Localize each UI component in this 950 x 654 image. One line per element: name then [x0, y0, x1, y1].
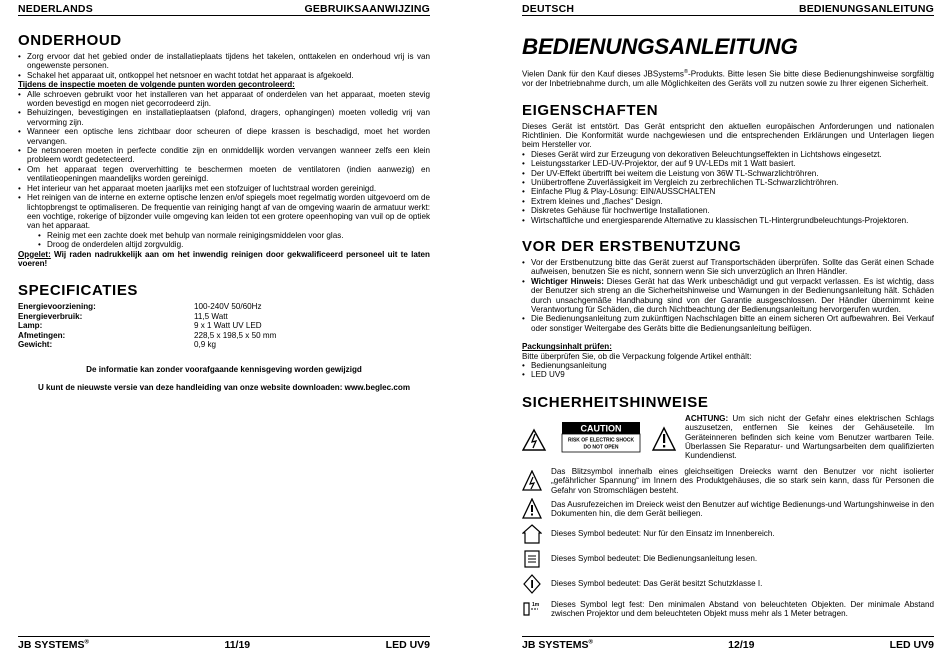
table-row — [18, 321, 276, 330]
spec-label: Energievoorziening: — [18, 302, 96, 312]
list-item: • Leistungsstarker LED-UV-Projektor, der auf 9 UV-LEDs mit 1 Watt basiert. — [522, 159, 934, 168]
section-title-erstbenutzung: VOR DER ERSTBENUTZUNG — [522, 237, 742, 255]
read-manual-book-icon — [522, 548, 542, 570]
packungsinhalt-list — [522, 361, 934, 380]
footer-brand — [522, 639, 593, 651]
spec-label: Gewicht: — [18, 339, 53, 349]
table-row — [18, 340, 276, 349]
wichtig-label: Wichtiger Hinweis: — [531, 276, 604, 286]
caution-block — [522, 414, 934, 464]
achtung-paragraph — [685, 414, 934, 461]
spec-label: Afmetingen: — [18, 330, 66, 340]
section-title-specificaties: SPECIFICATIES — [18, 282, 139, 300]
header-language: DEUTSCH — [522, 3, 575, 15]
list-item: • Droog de onderdelen altijd zorgvuldig. — [38, 240, 430, 249]
spec-value: 228,5 x 198,5 x 50 mm — [194, 330, 277, 340]
list-item: • Wirtschaftliche und energiesparende Alternative zu klassischen TL-Hintergrundbeleuchtungs-Projektoren. — [522, 216, 934, 225]
list-item: • Zorg ervoor dat het gebied onder de installatieplaats tijdens het takelen, onttakelen en onderhoud vrij is van ongewenste personen. — [18, 52, 430, 71]
list-item: • Bedienungsanleitung — [522, 361, 934, 370]
registered-mark: ® — [588, 639, 593, 646]
distance-mark: 1m — [532, 602, 540, 609]
symbol-description: Dieses Symbol bedeutet: Nur für den Einsatz im Innenbereich. — [551, 529, 775, 539]
minimum-distance-icon — [522, 598, 542, 620]
header-doc-type: BEDIENUNGSANLEITUNG — [798, 3, 934, 15]
page-footer — [18, 636, 430, 651]
opgelet-label: Opgelet: — [18, 249, 51, 259]
symbol-row — [522, 498, 934, 520]
footer-page-number: 11/19 — [224, 639, 251, 651]
list-item: • Schakel het apparaat uit, ontkoppel het netsnoer en wacht totdat het apparaat is afgekoeld. — [18, 71, 430, 80]
wichtig-text: Dieses Gerät hat das Werk unbeschädigt und gut verpackt verlassen. Es ist wichtig, dass der Benutzer sich streng an die Sicherheitshinweise und Warnungen in der Bedienungsanleitung hält. Schäden durch unsachgemäße Handhabung sind von der Garantie ausgeschlossen. Der Händler übernimmt keine Verantwortung für Schäden, die durch Nichtbeachtung der Bedienungsanleitung hervorgerufen wurden. — [531, 276, 934, 314]
symbol-description: Das Blitzsymbol innerhalb eines gleichseitigen Dreiecks warnt den Benutzer vor nicht isolierter „gefährlicher Spannung“ im Innern des Produktgehäuses, die so stark sein kann, dass für Personen die Gefahr von Stromschlägen besteht. — [551, 466, 934, 495]
section-title-sicherheitshinweise: SICHERHEITSHINWEISE — [522, 393, 709, 411]
inspectie-heading: Tijdens de inspectie moeten de volgende punten worden gecontroleerd: — [18, 80, 295, 90]
exclamation-triangle-icon — [522, 498, 542, 520]
symbol-description: Dieses Symbol legt fest: Den minimalen Abstand von beleuchteten Objekten. Der minimale Abstand zwischen Projektor und dem beleuchteten Objekt muss mehr als 1 Meter betragen. — [551, 599, 934, 619]
symbol-description: Dieses Symbol bedeutet: Das Gerät besitzt Schutzklasse I. — [551, 579, 763, 589]
list-item: • Om het apparaat tegen oververhitting te beschermen moeten de ventilatoren (indien aanwezig) en ventilatieopeningen maandelijks worden gereinigd. — [18, 165, 430, 184]
caution-sub-line: RISK OF ELECTRIC SHOCK — [567, 437, 635, 444]
indoor-use-house-icon — [522, 523, 542, 545]
list-item: • Het interieur van het apparaat moeten jaarlijks met een stofzuiger of luchtstraal worden gereinigd. — [18, 184, 430, 193]
table-row — [18, 312, 276, 321]
spec-label: Energieverbruik: — [18, 311, 83, 321]
section-title-onderhoud: ONDERHOUD — [18, 32, 122, 49]
symbol-row — [522, 598, 934, 620]
footer-brand-text: JB SYSTEMS — [522, 639, 589, 651]
intro-text: -Produkts. Bitte lesen Sie bitte diese Bedienungshinweise sorgfältig vor der Inbetriebnahme durch, um alle Möglichkeiten des Geräts voll zu nutzen sowie zu Ihrer eigenen Sicherheit. — [522, 69, 935, 89]
list-item: • Reinig met een zachte doek met behulp van normale reinigingsmiddelen voor glas. — [38, 231, 430, 240]
page-footer — [522, 636, 934, 651]
packungsinhalt-heading: Packungsinhalt prüfen: — [522, 342, 612, 352]
page-title: BEDIENUNGSANLEITUNG — [522, 34, 798, 59]
list-item: • De netsnoeren moeten in perfecte conditie zijn en onmiddellijk worden vervangen wanneer zelfs een klein probleem wordt gedetecteerd. — [18, 146, 430, 165]
spec-value: 100-240V 50/60Hz — [194, 302, 262, 312]
caution-sub-line: DO NOT OPEN — [583, 444, 619, 451]
list-item: • Diskretes Gehäuse für hochwertige Installationen. — [522, 206, 934, 215]
list-item: • Het reinigen van de interne en externe optische lenzen en/of spiegels moet regelmatig worden uitgevoerd om de lichtopbrengst te optimaliseren. De frequentie van reiniging hangt af van de omgeving waarin de armatuur werkt: een vochtige, rokerige of bijzonder vuile omgeving kan leiden tot een grotere opeenhoping van vuil op de optiek van het apparaat. — [18, 193, 430, 231]
opgelet-text: Wij raden nadrukkelijk aan om het inwendig reinigen door gekwalificeerd personeel uit te laten voeren! — [18, 249, 430, 268]
symbol-row — [522, 467, 934, 495]
registered-mark: ® — [84, 639, 89, 646]
table-row — [18, 302, 276, 311]
eigenschaften-paragraph: Dieses Gerät ist entstört. Das Gerät entspricht den aktuellen europäischen Anforderungen und nationalen Richtlinien. Die Konformität wurde nachgewiesen und die entsprechenden Erklärungen und Unterlagen liegen beim Hersteller vor. — [522, 121, 934, 150]
achtung-label: ACHTUNG: — [685, 413, 729, 423]
footer-model: LED UV9 — [385, 639, 430, 651]
spec-value: 9 x 1 Watt UV LED — [194, 321, 262, 331]
list-item: • Vor der Erstbenutzung bitte das Gerät zuerst auf Transportschäden überprüfen. Sollte das Gerät einen Schade aufweisen, benutzen Sie es nicht, sonnern wenn Sie sich unverzüglich an Ihren Händler. — [522, 258, 934, 277]
list-item: • Unübertroffene Zuverlässigkeit im Vergleich zu zerbrechlichen TL-Schwarzlichtröhren. — [522, 178, 934, 187]
symbol-row — [522, 548, 934, 570]
list-item: • Behuizingen, bevestigingen en installatieplaatsen (plafond, dragers, ophangingen) moeten volledig vrij van vervorming zijn. — [18, 108, 430, 127]
registered-mark: ® — [683, 69, 689, 75]
spec-label: Lamp: — [18, 321, 43, 331]
list-item: • Extrem kleines und „flaches“ Design. — [522, 197, 934, 206]
caution-word: CAUTION — [580, 423, 622, 434]
footer-brand-text: JB SYSTEMS — [18, 639, 85, 651]
footer-brand — [18, 639, 89, 651]
intro-paragraph — [522, 68, 934, 89]
list-item — [522, 277, 934, 315]
packungsinhalt-text: Bitte überprüfen Sie, ob die Verpackung folgende Artikel enthält: — [522, 351, 752, 361]
list-item: • Alle schroeven gebruikt voor het installeren van het apparaat of onderdelen van het apparaat, moeten stevig worden bevestigd en mogen niet gecorrodeerd zijn. — [18, 90, 430, 109]
footer-model: LED UV9 — [889, 639, 934, 651]
footer-page-number: 12/19 — [728, 639, 755, 651]
achtung-text: Um sich nicht der Gefahr eines elektrischen Schlags auszusetzen, entfernen Sie keines der Gehäuseteile. Im Geräteinneren befinden sich keine vom Benutzer wartbaren Teile. Überlassen Sie Reparatur- und Wartungsarbeiten dem qualifizierten Kundendienst. — [685, 413, 934, 461]
opgelet-note — [18, 250, 430, 269]
table-row — [18, 331, 276, 340]
list-item: • Die Bedienungsanleitung zum zukünftigen Nachschlagen bitte an einem sicheren Ort aufbewahren. Bei Verkauf oder sonstiger Weitergabe des Geräts bitte die Bedienungsanleitung beifügen. — [522, 314, 934, 333]
list-item: • Einfache Plug & Play-Lösung: EIN/AUSSCHALTEN — [522, 187, 934, 196]
onderhoud-list — [18, 52, 430, 80]
notice-line: U kunt de nieuwste versie van deze handleiding van onze website downloaden: www.beglec.com — [37, 382, 411, 392]
notice-line: De informatie kan zonder voorafgaande kennisgeving worden gewijzigd — [86, 365, 362, 375]
inspectie-list — [18, 90, 430, 231]
symbol-row — [522, 523, 934, 545]
list-item: • Der UV-Effekt übertrifft bei weitem die Leistung von 36W TL-Schwarzlichtröhren. — [522, 169, 934, 178]
spec-table — [18, 302, 276, 349]
page-header — [18, 0, 430, 16]
eigenschaften-list — [522, 150, 934, 225]
spec-value: 11,5 Watt — [194, 311, 228, 321]
symbol-description: Dieses Symbol bedeutet: Die Bedienungsanleitung lesen. — [551, 554, 758, 564]
erstbenutzung-list — [522, 258, 934, 333]
list-item: • Wanneer een optische lens zichtbaar door scheuren of diepe krassen is beschadigd, moet het worden vervangen. — [18, 127, 430, 146]
header-doc-type: GEBRUIKSAANWIJZING — [304, 3, 430, 15]
list-item: • Dieses Gerät wird zur Erzeugung von dekorativen Beleuchtungseffekten in Lichtshows eingesetzt. — [522, 150, 934, 159]
list-item: • LED UV9 — [522, 370, 934, 379]
page-deutsch — [475, 0, 950, 654]
caution-label-graphic — [522, 414, 682, 464]
intro-text: Vielen Dank für den Kauf dieses JBSystems — [522, 69, 684, 79]
symbol-row — [522, 573, 934, 595]
section-title-eigenschaften: EIGENSCHAFTEN — [522, 101, 659, 119]
page-header — [522, 0, 934, 16]
protection-class-icon — [522, 573, 542, 595]
header-language: NEDERLANDS — [18, 3, 93, 15]
lightning-triangle-icon — [522, 470, 542, 492]
reinig-list — [18, 231, 430, 250]
symbol-description: Das Ausrufezeichen im Dreieck weist den Benutzer auf wichtige Bedienungs-und Wartungshinweise in den Dokumenten hin, die dem Gerät beiliegen. — [551, 499, 934, 519]
spec-value: 0,9 kg — [194, 339, 217, 349]
